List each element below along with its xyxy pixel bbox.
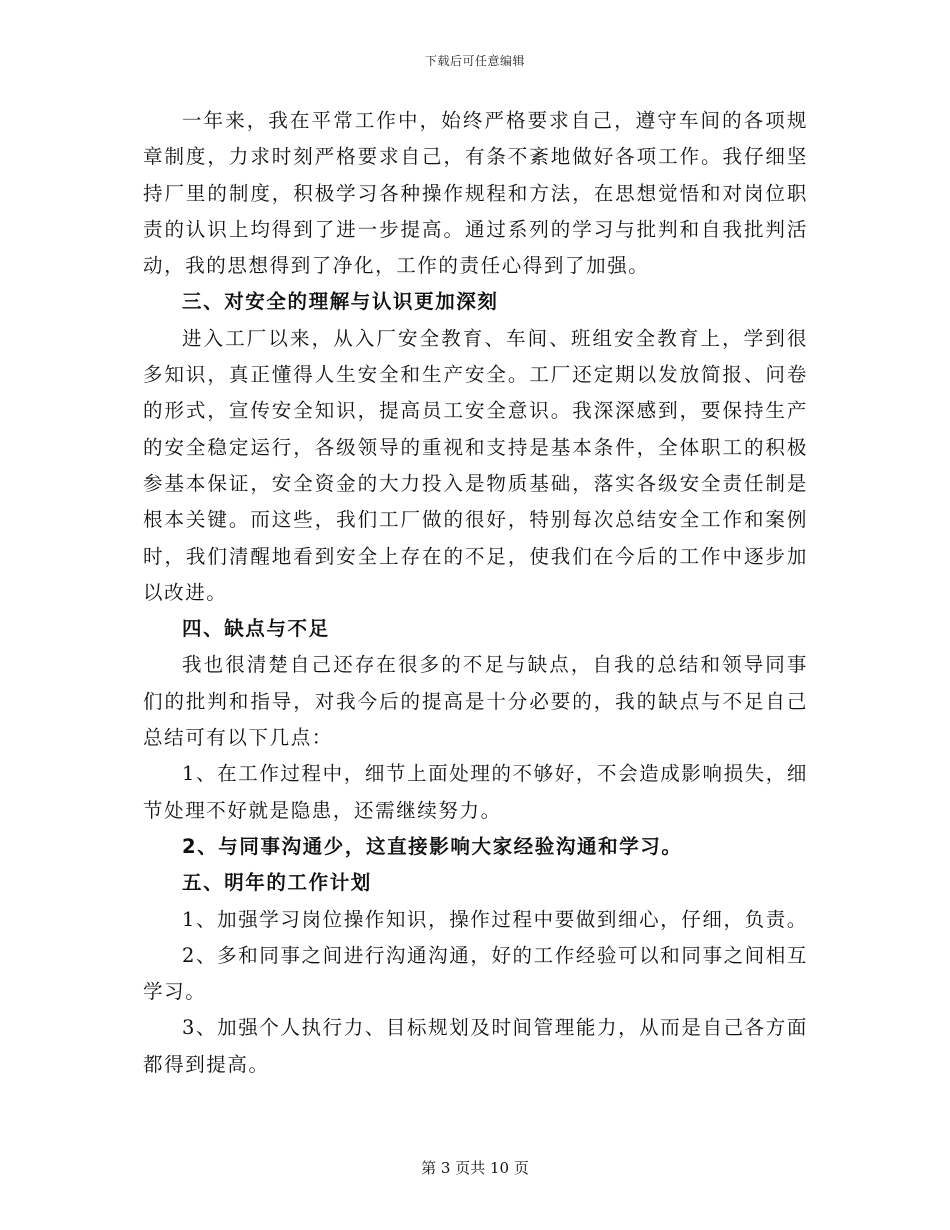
page-number: 第 3 页共 10 页: [421, 1159, 529, 1177]
document-body: [143, 103, 808, 1083]
download-edit-note: 下载后可任意编辑: [424, 54, 525, 68]
section-heading-safety: 三、对安全的理解与认识更加深刻: [182, 290, 499, 314]
paragraph-shortcoming-2: 2、与同事沟通少，这直接影响大家经验沟通和学习。: [182, 834, 683, 858]
paragraph-plan-2: 2、多和同事之间进行沟通沟通，好的工作经验可以和同事之间相互学习。: [143, 943, 808, 1004]
section-heading-shortcomings: 四、缺点与不足: [182, 617, 330, 641]
section-heading-next-year-plan: 五、明年的工作计划: [182, 871, 372, 895]
paragraph-safety: 进入工厂以来，从入厂安全教育、车间、班组安全教育上，学到很多知识，真正懂得人生安全和生产安全。工厂还定期以发放简报、问卷的形式，宣传安全知识，提高员工安全意识。我深深感到，要保持生产的安全稳定运行，各级领导的重视和支持是基本条件，全体职工的积极参基本保证，安全资金的大力投入是物质基础，落实各级安全责任制是根本关键。而这些，我们工厂做的很好，特别每次总结安全工作和案例时，我们清醒地看到安全上存在的不足，使我们在今后的工作中逐步加以改进。: [143, 326, 808, 604]
paragraph-shortcoming-1: 1、在工作过程中，细节上面处理的不够好，不会造成影响损失，细节处理不好就是隐患，还需继续努力。: [143, 762, 808, 822]
paragraph-work-attitude: 一年来，我在平常工作中，始终严格要求自己，遵守车间的各项规章制度，力求时刻严格要求自己，有条不紊地做好各项工作。我仔细坚持厂里的制度，积极学习各种操作规程和方法，在思想觉悟和对岗位职责的认识上均得到了进一步提高。通过系列的学习与批判和自我批判活动，我的思想得到了净化，工作的责任心得到了加强。: [143, 109, 808, 278]
paragraph-shortcomings-intro: 我也很清楚自己还存在很多的不足与缺点，自我的总结和领导同事们的批判和指导，对我今后的提高是十分必要的，我的缺点与不足自己总结可有以下几点：: [143, 653, 808, 750]
paragraph-plan-1: 1、加强学习岗位操作知识，操作过程中要做到细心，仔细，负责。: [182, 907, 808, 931]
paragraph-plan-3: 3、加强个人执行力、目标规划及时间管理能力，从而是自己各方面都得到提高。: [143, 1016, 808, 1076]
